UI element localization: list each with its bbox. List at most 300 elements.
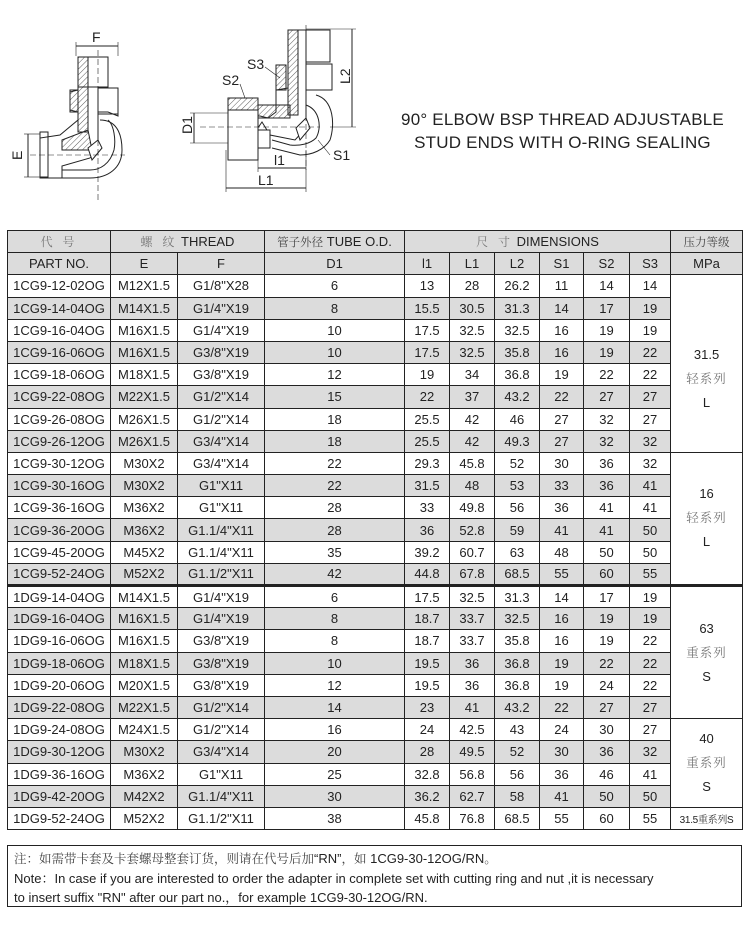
cell-l2: 43: [495, 719, 540, 741]
cell-l1: 23: [405, 696, 450, 718]
cell-f: G1"X11: [178, 497, 265, 519]
cell-e: M36X2: [111, 519, 178, 541]
cell-d1: 8: [265, 630, 405, 652]
cell-d1: 6: [265, 586, 405, 608]
cell-e: M16X1.5: [111, 319, 178, 341]
table-row: [8, 763, 743, 785]
dim-label-S3: S3: [247, 56, 265, 72]
cell-s2: 19: [584, 608, 630, 630]
cell-s2: 19: [584, 319, 630, 341]
technical-drawing: [0, 0, 375, 220]
cell-s2: 19: [584, 630, 630, 652]
cell-d1: 30: [265, 785, 405, 807]
cell-l1: 56.8: [450, 763, 495, 785]
cell-d1: 28: [265, 497, 405, 519]
header-tube: 管子外径 TUBE O.D.: [265, 231, 405, 253]
cell-s2: 17: [584, 586, 630, 608]
cell-e: M42X2: [111, 785, 178, 807]
cell-l1: 13: [405, 275, 450, 297]
cell-l1: 19.5: [405, 674, 450, 696]
cell-f: G1"X11: [178, 475, 265, 497]
spec-table: [7, 230, 743, 830]
cell-l1: 17.5: [405, 319, 450, 341]
cell-l1: 32.5: [450, 341, 495, 363]
header-dimensions: 尺 寸 DIMENSIONS: [405, 231, 671, 253]
cell-d1: 18: [265, 430, 405, 452]
dim-label-L2: L2: [337, 68, 353, 84]
cell-d1: 20: [265, 741, 405, 763]
cell-f: G1/2"X14: [178, 719, 265, 741]
table-row: [8, 408, 743, 430]
cell-l2: 36.8: [495, 652, 540, 674]
cell-e: M18X1.5: [111, 652, 178, 674]
cell-s3: 41: [630, 475, 671, 497]
cell-l2: 26.2: [495, 275, 540, 297]
cell-part: 1DG9-52-24OG: [8, 807, 111, 829]
header-mpa-en: MPa: [671, 253, 743, 275]
cell-part: 1DG9-42-20OG: [8, 785, 111, 807]
cell-l1: 15.5: [405, 297, 450, 319]
pressure-series-cn: 轻系列: [686, 510, 727, 526]
cell-l1: 36: [450, 674, 495, 696]
cell-s1: 19: [540, 652, 584, 674]
pressure-series-cn: 重系列: [686, 644, 727, 660]
cell-s1: 27: [540, 408, 584, 430]
note-en-line-2: to insert suffix "RN" after our part no.，for example 1CG9-30-12OG/RN.: [14, 890, 428, 905]
cell-l2: 43.2: [495, 386, 540, 408]
cell-l1: 60.7: [450, 541, 495, 563]
cell-l1: 24: [405, 719, 450, 741]
cell-s2: 36: [584, 452, 630, 474]
pressure-series: L: [702, 534, 711, 550]
cell-f: G1/4"X19: [178, 297, 265, 319]
header-col-L1: L1: [450, 253, 495, 275]
cell-part: 1DG9-24-08OG: [8, 719, 111, 741]
cell-f: G1.1/2"X11: [178, 807, 265, 829]
header-col-l1: l1: [405, 253, 450, 275]
cell-l1: 49.5: [450, 741, 495, 763]
cell-l1: 32.5: [450, 319, 495, 341]
cell-l1: 45.8: [450, 452, 495, 474]
cell-s3: 27: [630, 408, 671, 430]
cell-l2: 32.5: [495, 319, 540, 341]
cell-l2: 32.5: [495, 608, 540, 630]
cell-s1: 11: [540, 275, 584, 297]
cell-f: G3/4"X14: [178, 430, 265, 452]
pressure-series: S: [702, 779, 711, 794]
cell-s3: 32: [630, 430, 671, 452]
cell-s3: 27: [630, 386, 671, 408]
cell-l2: 46: [495, 408, 540, 430]
cell-l1: 25.5: [405, 430, 450, 452]
table-row: [8, 696, 743, 718]
dim-label-D1: D1: [179, 116, 195, 134]
cell-l1: 19.5: [405, 652, 450, 674]
cell-e: M26X1.5: [111, 408, 178, 430]
cell-f: G3/8"X19: [178, 652, 265, 674]
cell-l1: 34: [450, 364, 495, 386]
cell-l2: 56: [495, 763, 540, 785]
cell-part: 1DG9-36-16OG: [8, 763, 111, 785]
cell-l1: 25.5: [405, 408, 450, 430]
dim-label-F: F: [92, 29, 101, 45]
table-row: [8, 608, 743, 630]
cell-d1: 42: [265, 563, 405, 585]
table-row: [8, 519, 743, 541]
cell-l1: 41: [450, 696, 495, 718]
cell-part: 1CG9-30-16OG: [8, 475, 111, 497]
cell-part: 1CG9-26-08OG: [8, 408, 111, 430]
cell-d1: 35: [265, 541, 405, 563]
cell-s2: 36: [584, 741, 630, 763]
header-col-D1: D1: [265, 253, 405, 275]
cell-d1: 25: [265, 763, 405, 785]
table-row: [8, 785, 743, 807]
cell-l1: 48: [450, 475, 495, 497]
cell-l2: 59: [495, 519, 540, 541]
cell-e: M22X1.5: [111, 696, 178, 718]
table-row: [8, 719, 743, 741]
pressure-grade-cell: [671, 452, 743, 585]
cell-l2: 52: [495, 741, 540, 763]
table-row: [8, 674, 743, 696]
cell-l1: 28: [450, 275, 495, 297]
cell-s3: 32: [630, 452, 671, 474]
cell-s1: 19: [540, 674, 584, 696]
pressure-series-cn: 轻系列: [686, 370, 727, 386]
cell-l1: 28: [405, 741, 450, 763]
cell-l1: 42: [450, 430, 495, 452]
cell-e: M30X2: [111, 741, 178, 763]
cell-s1: 22: [540, 696, 584, 718]
cell-s3: 55: [630, 563, 671, 585]
cell-s3: 19: [630, 586, 671, 608]
cell-f: G1.1/4"X11: [178, 541, 265, 563]
cell-s3: 41: [630, 763, 671, 785]
cell-part: 1DG9-16-04OG: [8, 608, 111, 630]
cell-s2: 22: [584, 652, 630, 674]
cell-l1: 62.7: [450, 785, 495, 807]
cell-d1: 8: [265, 608, 405, 630]
cell-d1: 28: [265, 519, 405, 541]
cell-s3: 41: [630, 497, 671, 519]
cell-l1: 52.8: [450, 519, 495, 541]
cell-s2: 60: [584, 563, 630, 585]
cell-l1: 49.8: [450, 497, 495, 519]
title-line-1: 90° ELBOW BSP THREAD ADJUSTABLE: [401, 110, 724, 129]
cell-s1: 33: [540, 475, 584, 497]
cell-part: 1DG9-14-04OG: [8, 586, 111, 608]
cell-l2: 53: [495, 475, 540, 497]
cell-f: G1/4"X19: [178, 319, 265, 341]
cell-e: M16X1.5: [111, 630, 178, 652]
header-row-1: [8, 231, 743, 253]
cell-s1: 36: [540, 497, 584, 519]
cell-part: 1CG9-12-02OG: [8, 275, 111, 297]
table-row: [8, 652, 743, 674]
table-row: [8, 541, 743, 563]
cell-e: M45X2: [111, 541, 178, 563]
cell-s2: 32: [584, 408, 630, 430]
cell-l1: 39.2: [405, 541, 450, 563]
table-row: [8, 741, 743, 763]
cell-s1: 48: [540, 541, 584, 563]
cell-s2: 24: [584, 674, 630, 696]
cell-d1: 10: [265, 341, 405, 363]
cell-part: 1CG9-36-16OG: [8, 497, 111, 519]
header-mpa-cn: 压力等级: [671, 231, 743, 253]
cell-e: M14X1.5: [111, 586, 178, 608]
note-cn: 注：如需带卡套及卡套螺母整套订货，则请在代号后加“RN”，如 1CG9-30-12OG/RN。: [14, 851, 497, 866]
cell-f: G1/2"X14: [178, 386, 265, 408]
pressure-series-cn: 重系列: [686, 755, 727, 770]
cell-l1: 29.3: [405, 452, 450, 474]
dim-label-E: E: [9, 150, 25, 160]
cell-l1: 36: [450, 652, 495, 674]
cell-s2: 60: [584, 807, 630, 829]
table-row: [8, 630, 743, 652]
dim-label-l1: l1: [274, 152, 285, 168]
table-row: [8, 586, 743, 608]
cell-e: M26X1.5: [111, 430, 178, 452]
cell-s1: 22: [540, 386, 584, 408]
cell-part: 1CG9-16-06OG: [8, 341, 111, 363]
table-row: [8, 497, 743, 519]
cell-part: 1CG9-16-04OG: [8, 319, 111, 341]
cell-f: G3/8"X19: [178, 341, 265, 363]
table-row: [8, 430, 743, 452]
cell-f: G1.1/4"X11: [178, 785, 265, 807]
pressure-series: L: [702, 394, 711, 410]
table-row: [8, 275, 743, 297]
cell-s3: 50: [630, 541, 671, 563]
cell-l1: 36: [405, 519, 450, 541]
cell-s3: 22: [630, 364, 671, 386]
cell-f: G1/2"X14: [178, 408, 265, 430]
cell-part: 1DG9-22-08OG: [8, 696, 111, 718]
cell-d1: 14: [265, 696, 405, 718]
cell-l2: 52: [495, 452, 540, 474]
cell-s1: 30: [540, 452, 584, 474]
cell-f: G3/8"X19: [178, 364, 265, 386]
cell-s2: 36: [584, 475, 630, 497]
pressure-grade-cell: 31.5重系列S: [671, 807, 743, 829]
cell-s3: 19: [630, 297, 671, 319]
cell-f: G3/4"X14: [178, 741, 265, 763]
cell-l2: 35.8: [495, 341, 540, 363]
cell-l1: 37: [450, 386, 495, 408]
cell-part: 1CG9-26-12OG: [8, 430, 111, 452]
cell-s3: 22: [630, 652, 671, 674]
cell-l2: 36.8: [495, 364, 540, 386]
cell-d1: 38: [265, 807, 405, 829]
cell-s1: 16: [540, 319, 584, 341]
cell-d1: 22: [265, 475, 405, 497]
cell-l1: 19: [405, 364, 450, 386]
cell-l2: 68.5: [495, 807, 540, 829]
table-row: [8, 452, 743, 474]
header-col-S3: S3: [630, 253, 671, 275]
cell-d1: 10: [265, 319, 405, 341]
cell-s2: 41: [584, 497, 630, 519]
cell-s1: 30: [540, 741, 584, 763]
cell-e: M12X1.5: [111, 275, 178, 297]
cell-s3: 27: [630, 696, 671, 718]
cell-s1: 36: [540, 763, 584, 785]
cell-s2: 50: [584, 541, 630, 563]
cell-f: G1.1/4"X11: [178, 519, 265, 541]
cell-s2: 19: [584, 341, 630, 363]
cell-s1: 55: [540, 563, 584, 585]
cell-s2: 41: [584, 519, 630, 541]
cell-e: M16X1.5: [111, 608, 178, 630]
cell-f: G3/4"X14: [178, 452, 265, 474]
cell-l1: 45.8: [405, 807, 450, 829]
cell-l1: 17.5: [405, 341, 450, 363]
cell-s3: 14: [630, 275, 671, 297]
cell-s3: 22: [630, 630, 671, 652]
pressure-grade-cell: [671, 719, 743, 808]
cell-s1: 27: [540, 430, 584, 452]
dim-label-S2: S2: [222, 72, 240, 88]
cell-s1: 14: [540, 586, 584, 608]
cell-f: G1/4"X19: [178, 586, 265, 608]
cell-f: G1"X11: [178, 763, 265, 785]
cell-part: 1DG9-16-06OG: [8, 630, 111, 652]
cell-s2: 32: [584, 430, 630, 452]
page-title: [375, 108, 750, 154]
cell-l1: 33: [405, 497, 450, 519]
cell-s3: 32: [630, 741, 671, 763]
cell-e: M18X1.5: [111, 364, 178, 386]
cell-d1: 6: [265, 275, 405, 297]
cell-s1: 55: [540, 807, 584, 829]
cell-part: 1DG9-18-06OG: [8, 652, 111, 674]
cell-part: 1DG9-20-06OG: [8, 674, 111, 696]
cell-l1: 42.5: [450, 719, 495, 741]
pressure-grade-cell: [671, 275, 743, 453]
notes-box: [7, 845, 742, 907]
cell-l1: 22: [405, 386, 450, 408]
pressure-grade-cell: [671, 586, 743, 719]
cell-e: M52X2: [111, 807, 178, 829]
cell-s2: 17: [584, 297, 630, 319]
cell-part: 1CG9-22-08OG: [8, 386, 111, 408]
cell-s2: 50: [584, 785, 630, 807]
cell-l1: 36.2: [405, 785, 450, 807]
cell-d1: 16: [265, 719, 405, 741]
table-row: [8, 475, 743, 497]
cell-d1: 8: [265, 297, 405, 319]
cell-l2: 36.8: [495, 674, 540, 696]
cell-e: M14X1.5: [111, 297, 178, 319]
cell-d1: 12: [265, 364, 405, 386]
cell-l1: 30.5: [450, 297, 495, 319]
cell-l1: 76.8: [450, 807, 495, 829]
cell-l1: 31.5: [405, 475, 450, 497]
cell-part: 1CG9-52-24OG: [8, 563, 111, 585]
cell-s1: 41: [540, 785, 584, 807]
cell-l2: 31.3: [495, 297, 540, 319]
cell-s1: 14: [540, 297, 584, 319]
cell-l2: 63: [495, 541, 540, 563]
cell-l1: 42: [450, 408, 495, 430]
cell-l1: 18.7: [405, 630, 450, 652]
header-col-S1: S1: [540, 253, 584, 275]
cell-d1: 18: [265, 408, 405, 430]
cell-d1: 22: [265, 452, 405, 474]
cell-part: 1CG9-14-04OG: [8, 297, 111, 319]
cell-f: G1/8"X28: [178, 275, 265, 297]
cell-s3: 19: [630, 608, 671, 630]
cell-l1: 33.7: [450, 608, 495, 630]
pressure-value: 31.5: [693, 346, 720, 362]
cell-s1: 16: [540, 608, 584, 630]
cell-e: M24X1.5: [111, 719, 178, 741]
cell-e: M22X1.5: [111, 386, 178, 408]
cell-part: 1CG9-45-20OG: [8, 541, 111, 563]
cell-s3: 50: [630, 519, 671, 541]
cell-s1: 16: [540, 341, 584, 363]
cell-f: G3/8"X19: [178, 630, 265, 652]
cell-s1: 16: [540, 630, 584, 652]
cell-f: G3/8"X19: [178, 674, 265, 696]
title-line-2: STUD ENDS WITH O-RING SEALING: [414, 133, 711, 152]
cell-l2: 49.3: [495, 430, 540, 452]
cell-d1: 12: [265, 674, 405, 696]
pressure-value: 16: [699, 486, 714, 502]
cell-s1: 19: [540, 364, 584, 386]
cell-f: G1/2"X14: [178, 696, 265, 718]
header-col-F: F: [178, 253, 265, 275]
cell-l1: 33.7: [450, 630, 495, 652]
header-part-cn: 代 号: [8, 231, 111, 253]
cell-s3: 19: [630, 319, 671, 341]
cell-e: M30X2: [111, 452, 178, 474]
note-en-line-1: Note：In case if you are interested to order the adapter in complete set with cutting ring and nut ,it is necessary: [14, 870, 654, 886]
spec-table-body: [8, 275, 743, 830]
cell-s2: 27: [584, 696, 630, 718]
cell-part: 1CG9-30-12OG: [8, 452, 111, 474]
cell-s3: 22: [630, 674, 671, 696]
cell-f: G1/4"X19: [178, 608, 265, 630]
cell-l2: 31.3: [495, 586, 540, 608]
cell-part: 1DG9-30-12OG: [8, 741, 111, 763]
header-col-L2: L2: [495, 253, 540, 275]
cell-l1: 32.8: [405, 763, 450, 785]
pressure-value: 40: [699, 731, 714, 746]
cell-s2: 14: [584, 275, 630, 297]
dim-label-S1: S1: [333, 147, 351, 163]
cell-e: M30X2: [111, 475, 178, 497]
cell-e: M36X2: [111, 497, 178, 519]
cell-e: M20X1.5: [111, 674, 178, 696]
cell-s2: 22: [584, 364, 630, 386]
cell-d1: 10: [265, 652, 405, 674]
cell-f: G1.1/2"X11: [178, 563, 265, 585]
pressure-series: S: [702, 668, 711, 684]
cell-l1: 67.8: [450, 563, 495, 585]
header-col-S2: S2: [584, 253, 630, 275]
cell-l1: 18.7: [405, 608, 450, 630]
dim-label-L1: L1: [258, 172, 274, 188]
table-row: [8, 319, 743, 341]
cell-s2: 30: [584, 719, 630, 741]
cell-l1: 44.8: [405, 563, 450, 585]
cell-e: M52X2: [111, 563, 178, 585]
pressure-value: 63: [699, 620, 714, 636]
cell-s1: 41: [540, 519, 584, 541]
